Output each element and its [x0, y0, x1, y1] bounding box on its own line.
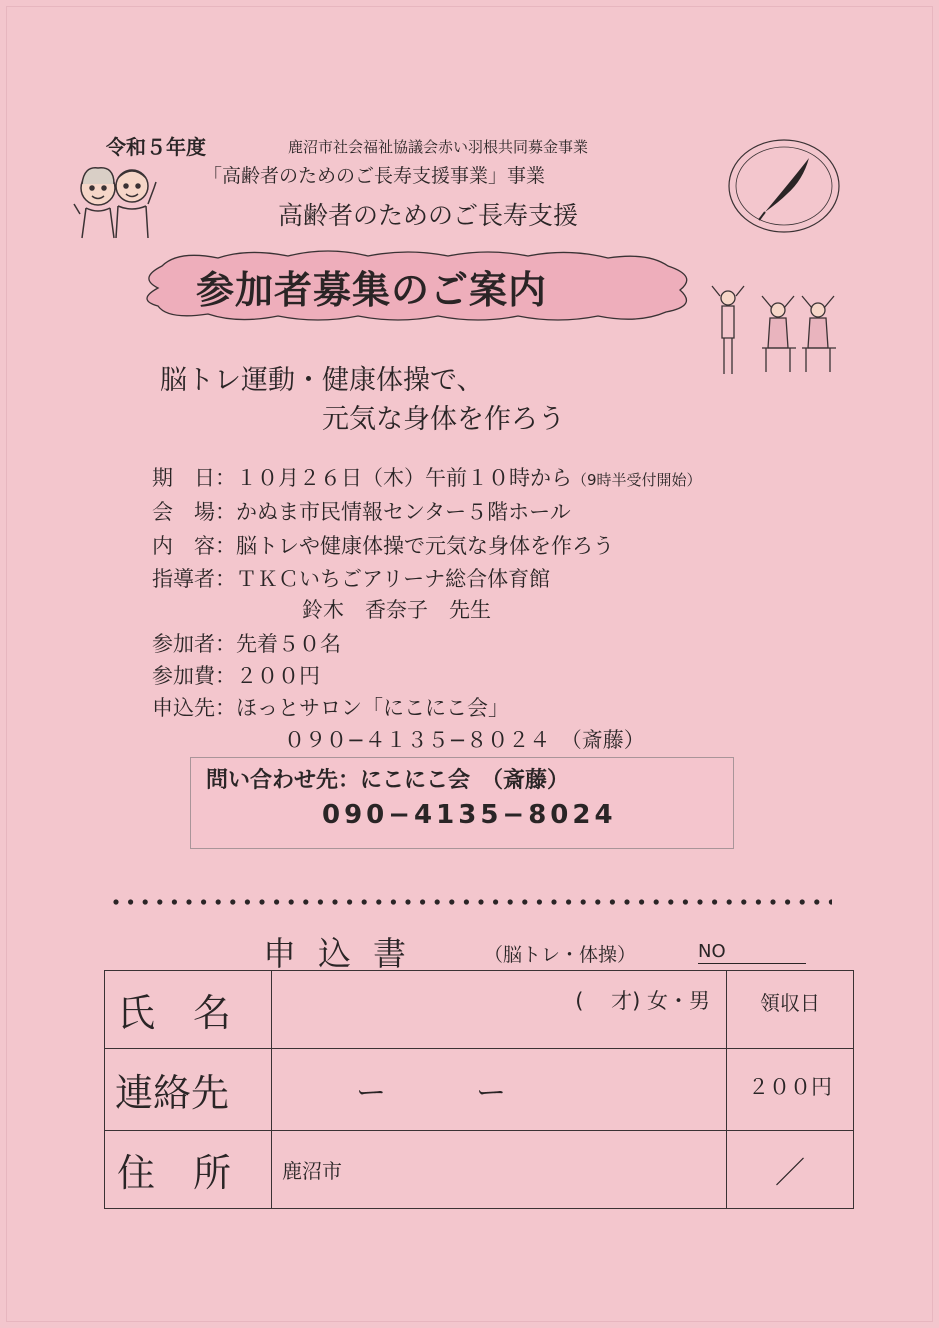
detail-value: ２００円 [236, 664, 320, 688]
fee-cell [727, 1049, 854, 1131]
form-label: 住 所 [117, 1151, 232, 1195]
fee-amount: ２００円 [748, 1075, 832, 1099]
form-label-cell [105, 971, 272, 1049]
detail-value: かぬま市民情報センター５階ホール [236, 500, 571, 524]
form-label: 氏 名 [117, 991, 232, 1035]
sponsor-text: 鹿沼市社会福祉協議会赤い羽根共同募金事業 [288, 138, 589, 156]
detail-label: 参加費： [152, 664, 236, 688]
catchphrase-line1: 脳トレ運動・健康体操で、 [160, 365, 484, 396]
inquiry-contact: 問い合わせ先：にこにこ会 （斎藤） [206, 768, 570, 793]
subtitle: 高齢者のためのご長寿支援 [278, 201, 579, 230]
detail-value: 脳トレや健康体操で元気な身体を作ろう [236, 534, 614, 558]
detail-value: 鈴木 香奈子 先生 [302, 598, 491, 622]
form-row-name [105, 971, 854, 1049]
detail-participants [152, 628, 341, 658]
form-row-address [105, 1131, 854, 1209]
form-label-cell [105, 1049, 272, 1131]
address-prefix: 鹿沼市 [282, 1159, 342, 1183]
age-gender-field: ( 才) 女・男 [575, 989, 710, 1013]
detail-label: 内 容： [152, 534, 236, 558]
phone-field[interactable] [272, 1049, 727, 1131]
detail-label: 指導者： [152, 567, 236, 591]
catchphrase-line2: 元気な身体を作ろう [322, 404, 565, 435]
name-field[interactable] [272, 971, 727, 1049]
detail-instructor [152, 563, 550, 593]
red-feather-seal-icon [725, 136, 843, 236]
receipt-date-cell [727, 971, 854, 1049]
form-label-cell [105, 1131, 272, 1209]
detail-label: 会 場： [152, 500, 236, 524]
detail-label: 申込先： [152, 696, 236, 720]
detail-apply-to [152, 692, 509, 722]
inquiry-phone: 090−4135−8024 [322, 800, 617, 830]
detail-fee [152, 660, 320, 690]
detail-content [152, 530, 614, 560]
detail-value: ０９０−４１３５−８０２４ （斎藤） [284, 728, 645, 752]
receipt-date-label: 領収日 [760, 991, 820, 1015]
receipt-slash: ／ [775, 1155, 805, 1191]
form-number-label: NO [698, 941, 726, 962]
form-number-field[interactable] [698, 963, 806, 964]
form-title: 申込書 [263, 934, 428, 973]
form-label: 連絡先 [115, 1071, 230, 1115]
fiscal-year: 令和５年度 [106, 135, 206, 159]
detail-apply-phone [284, 724, 645, 754]
detail-value: ＴＫＣいちごアリーナ総合体育館 [236, 567, 551, 591]
detail-value: 先着５０名 [236, 632, 341, 656]
detail-instructor-name [302, 594, 491, 624]
address-field[interactable] [272, 1131, 727, 1209]
exercise-people-icon [700, 282, 850, 380]
elderly-couple-icon [68, 158, 160, 240]
headline: 参加者募集のご案内 [196, 268, 548, 312]
detail-venue [152, 496, 571, 526]
detail-label: 参加者： [152, 632, 236, 656]
receipt-mark-cell [727, 1131, 854, 1209]
application-form-table [104, 970, 854, 1209]
detail-date [152, 462, 702, 492]
phone-separators: ー ー [356, 1075, 506, 1111]
project-name: 「高齢者のためのご長寿支援事業」事業 [203, 165, 546, 187]
detail-note: （9時半受付開始） [572, 471, 702, 489]
cut-line [112, 898, 832, 906]
form-row-contact [105, 1049, 854, 1131]
detail-value: １０月２６日（木）午前１０時から [236, 466, 572, 490]
detail-label: 期 日： [152, 466, 236, 490]
form-subtitle: （脳トレ・体操） [484, 944, 637, 966]
detail-value: ほっとサロン「にこにこ会」 [236, 696, 509, 720]
